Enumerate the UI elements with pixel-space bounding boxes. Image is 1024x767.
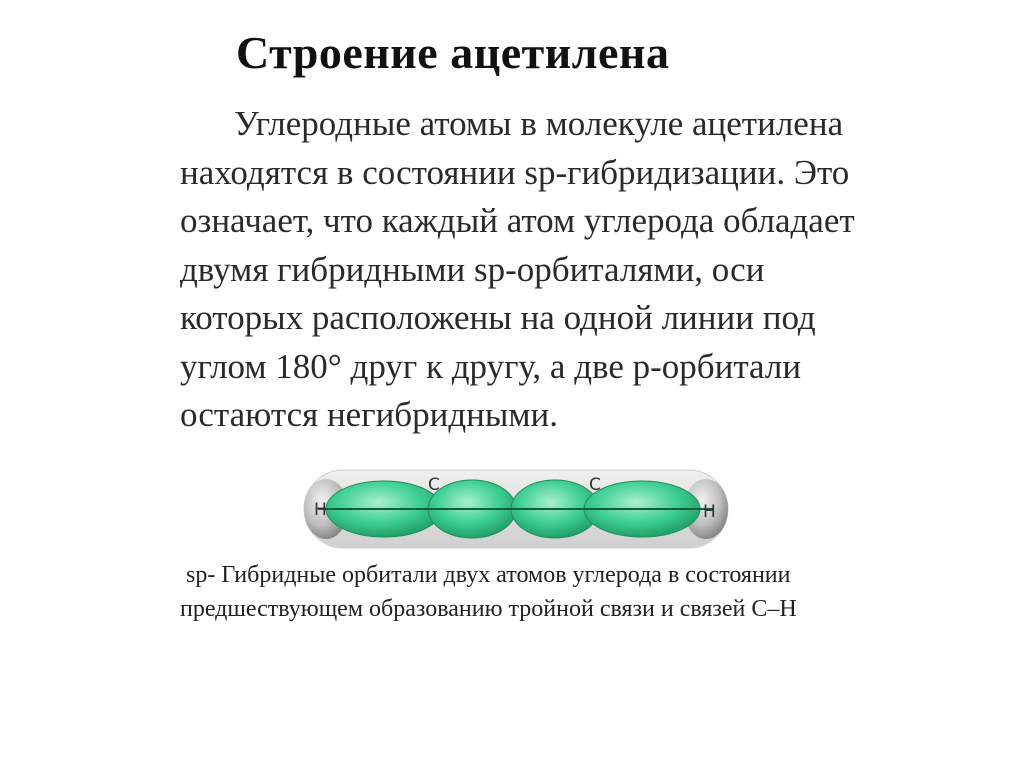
caption-line: предшествующем образованию тройной связи и связей C–H [180,596,797,622]
paragraph-line: находятся в состоянии sp-гибридизации. Это [180,152,850,192]
paragraph-line: Углеродные атомы в молекуле ацетилена [234,104,844,143]
paragraph-line: двумя гибридными sp-орбиталями, оси [180,249,765,289]
paragraph-line: означает, что каждый атом углерода обладает [180,201,855,240]
caption-line: sp- Гибридные орбитали двух атомов углерода в состоянии [186,562,791,588]
hydrogen-right-label: H [703,502,716,522]
body-paragraph [180,100,980,440]
carbon-right-label: C [589,475,601,495]
diagram-caption [180,558,940,626]
slide-title: Строение ацетилена [236,27,670,78]
hydrogen-left-label: H [314,500,327,520]
carbon-left-label: C [428,475,440,495]
acetylene-orbital-diagram [300,460,732,556]
paragraph-line: остаются негибридными. [180,395,559,434]
paragraph-line: углом 180° друг к другу, а две p-орбитали [180,346,802,386]
paragraph-line: которых расположены на одной линии под [180,298,816,337]
